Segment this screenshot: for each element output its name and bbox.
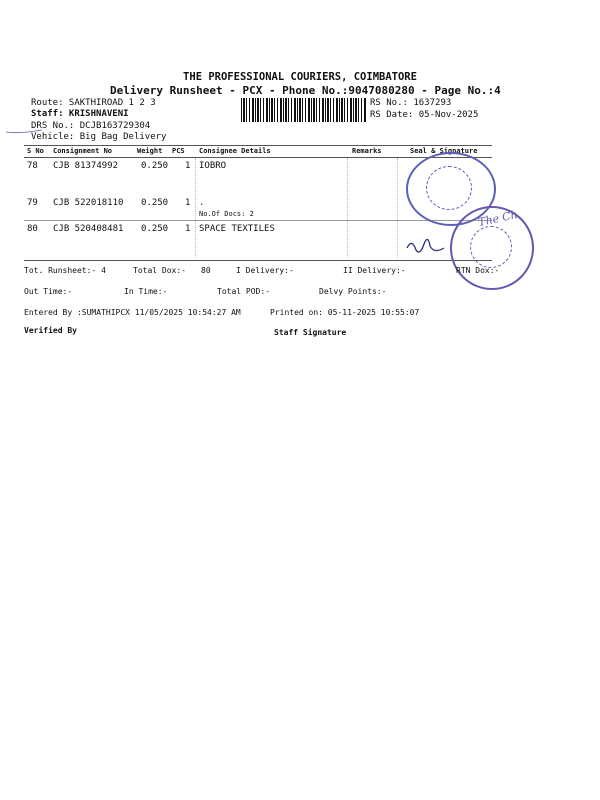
row-weight: 0.250 (141, 198, 169, 208)
col-divider (347, 158, 348, 258)
col-pcs: PCS (172, 147, 185, 155)
rtn-dox: RTN Dox:- (456, 266, 500, 275)
row-consignee: IOBRO (199, 161, 227, 171)
total-dox-label: Total Dox:- (133, 266, 186, 275)
signature-icon (404, 226, 454, 260)
col-consignee: Consignee Details (199, 147, 271, 155)
drs-label: DRS No.: DCJB163729304 (31, 121, 151, 131)
ii-delivery: II Delivery:- (343, 266, 406, 275)
company-seal-stamp (450, 206, 534, 290)
row-consignment: CJB 520408481 (53, 224, 124, 234)
route-label: Route: SAKTHIROAD 1 2 3 (31, 98, 156, 108)
out-time: Out Time:- (24, 287, 73, 296)
staff-label: Staff: KRISHNAVENI (31, 109, 129, 119)
total-dox-value: 80 (201, 266, 211, 275)
row-sno: 80 (27, 224, 38, 234)
row-consignment: CJB 81374992 (53, 161, 119, 171)
row-consignee: SPACE TEXTILES (199, 224, 275, 234)
row-pcs: 1 (185, 198, 191, 208)
stamp-text: The Ch (477, 207, 519, 230)
tot-runsheet: Tot. Runsheet:- 4 (24, 266, 106, 275)
row-weight: 0.250 (141, 161, 169, 171)
printed-on: Printed on: 05-11-2025 10:55:07 (270, 308, 420, 317)
col-weight: Weight (137, 147, 163, 155)
col-remarks: Remarks (352, 147, 382, 155)
rs-number: RS No.: 1637293 (370, 98, 452, 108)
table-top-rule (24, 145, 492, 146)
row-docs-note: No.Of Docs: 2 (199, 210, 254, 218)
col-consignment: Consignment No (53, 147, 113, 155)
col-divider (397, 158, 398, 258)
row-pcs: 1 (185, 161, 191, 171)
company-title: THE PROFESSIONAL COURIERS, COIMBATORE (183, 71, 417, 83)
row-rule (24, 220, 492, 221)
col-divider (195, 158, 196, 258)
i-delivery: I Delivery:- (236, 266, 294, 275)
table-bottom-rule (24, 260, 492, 261)
pen-stroke-icon (4, 126, 44, 138)
row-sno: 78 (27, 161, 38, 171)
col-seal-signature: Seal & Signature (410, 147, 478, 155)
rs-date: RS Date: 05-Nov-2025 (370, 110, 479, 120)
vehicle-label: Vehicle: Big Bag Delivery (31, 132, 167, 142)
row-pcs: 1 (185, 224, 191, 234)
verified-by: Verified By (24, 326, 77, 335)
entered-by: Entered By :SUMATHIPCX 11/05/2025 10:54:27 AM (24, 308, 241, 317)
row-consignment: CJB 522018110 (53, 198, 124, 208)
table-header-rule (24, 157, 492, 158)
total-pod: Total POD:- (217, 287, 270, 296)
runsheet-subtitle: Delivery Runsheet - PCX - Phone No.:9047080280 - Page No.:4 (110, 84, 501, 97)
staff-signature: Staff Signature (274, 328, 347, 337)
row-sno: 79 (27, 198, 38, 208)
row-consignee: . (199, 198, 205, 208)
in-time: In Time:- (124, 287, 168, 296)
barcode (241, 98, 366, 122)
col-sno: S No (27, 147, 44, 155)
delvy-points: Delvy Points:- (319, 287, 387, 296)
row-weight: 0.250 (141, 224, 169, 234)
